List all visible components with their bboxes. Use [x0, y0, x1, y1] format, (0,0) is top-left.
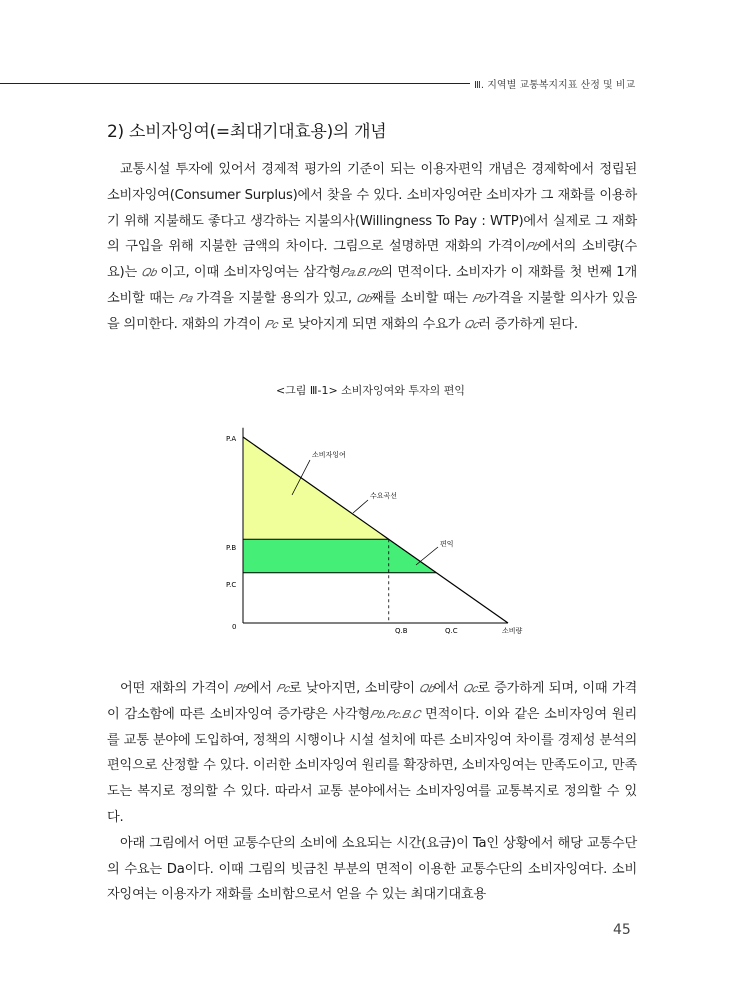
- math-glyph: 𝑃𝑐: [276, 682, 289, 695]
- text-run: 면적이다. 이와 같은 소비자잉여 원리를 교통 분야에 도입하여, 정책의 시행이나 시설 설치에 따른 소비자잉여 차이를 경제성 분석의 편익으로 산정할 수 있다. 이러한 소비자잉여 원리를 확장하면, 소비자잉여는 만족도이고, 만족도는 복지로 정의할 수 있다. 따라서 교통 분야에서는 소비자잉여를 교통복지로 정의할 수 있다.: [107, 706, 638, 825]
- math-glyph: 𝑄𝑐: [464, 317, 479, 331]
- demand-leader-line: [353, 500, 368, 513]
- label-benefit: 편익: [440, 540, 454, 548]
- text-run: 러 증가하게 된다.: [478, 316, 578, 332]
- math-glyph: 𝑄𝑏: [141, 266, 156, 280]
- section-title: 2) 소비자잉여(=최대기대효용)의 개념: [107, 122, 387, 142]
- math-glyph: 𝑃𝑏: [233, 682, 247, 695]
- label-x-axis: 소비량: [502, 627, 523, 635]
- text-run: 교통시설 투자에 있어서 경제적 평가의 기준이 되는 이용자편익 개념은 경제학에서 정립된 소비자잉여(Consumer Surplus)에서 찾을 수 있다. 소비자잉여란 소비자가 그 재화를 이용하기 위해 지불해도 좋다고 생각하는 지불의사(Willingness To Pay : WTP)에서 실제로 그 재화의 구입을 위해 지불한 금액의 차이다. 그림으로 설명하면 재화의 가격이: [107, 162, 637, 255]
- running-header: Ⅲ. 지역별 교통복지지표 산정 및 비교: [474, 80, 636, 91]
- math-glyph: 𝑃𝑏: [472, 291, 486, 305]
- label-origin: 0: [232, 623, 237, 631]
- label-demand-curve: 수요곡선: [370, 492, 398, 500]
- label-pa: P.A: [226, 435, 237, 443]
- text-run: 가격을 지불할 의사가 있음을 의미한다. 재화의 가격이: [107, 290, 637, 332]
- text-run: 아래 그림에서 어떤 교통수단의 소비에 소요되는 시간(요금)이 Ta인 상황에서 해당 교통수단의 수요는 Da이다. 이때 그림의 빗금친 부분의 면적이 이용한 교통수단의 소비자잉여다. 소비자잉여는 이용자가 재화를 소비함으로서 얻을 수 있는 최대기대효용: [107, 835, 637, 903]
- label-pb: P.B: [226, 544, 237, 552]
- math-glyph: 𝑄𝑏: [356, 291, 371, 305]
- label-qc: Q.C: [445, 627, 458, 635]
- math-glyph: 𝑃𝑐: [264, 317, 278, 331]
- math-glyph: 𝑃𝑎.𝐵.𝑃𝑏: [340, 266, 381, 280]
- page-number: 45: [613, 922, 631, 938]
- label-consumer-surplus: 소비자잉여: [312, 451, 346, 459]
- text-run: 로 낮아지면, 소비량이: [288, 681, 415, 696]
- text-run: 에서: [433, 681, 459, 696]
- paragraph-transport-welfare: [107, 676, 637, 908]
- consumer-surplus-figure: [220, 405, 523, 639]
- text-run: 로 증가하게 되며, 이때 가격이 감소함에 따른 소비자잉여 증가량은 사각형: [107, 681, 638, 722]
- text-run: 의 면적이다. 소비자가 이 재화를 첫 번째 1개 소비할 때는: [107, 265, 637, 306]
- text-run: 째를 소비할 때는: [370, 290, 468, 306]
- label-pc: P.C: [226, 581, 237, 589]
- text-run: 로 낮아지게 되면 재화의 수요가: [281, 316, 461, 332]
- benefit-region: [243, 539, 436, 573]
- text-run: 에서: [246, 681, 272, 696]
- text-run: 에서의 소비량(수요)는: [107, 239, 637, 281]
- math-glyph: 𝑃𝑎: [178, 291, 192, 305]
- text-run: 이고, 이때 소비자잉여는 삼각형: [160, 265, 341, 281]
- consumer-surplus-chart: [220, 405, 523, 635]
- figure-caption: <그림 Ⅲ-1> 소비자잉여와 투자의 편익: [275, 384, 466, 397]
- header-rule: [0, 83, 470, 84]
- math-glyph: 𝑃𝑏: [525, 240, 539, 254]
- math-glyph: 𝑄𝑐: [463, 682, 478, 695]
- math-glyph: 𝑃𝑏.𝑃𝑐.𝐵.𝐶: [370, 707, 421, 721]
- math-glyph: 𝑄𝑏: [419, 682, 434, 695]
- text-run: 가격을 지불할 용의가 있고,: [196, 290, 352, 306]
- benefit-leader-line: [416, 547, 438, 565]
- text-run: 어떤 재화의 가격이: [120, 681, 230, 696]
- label-qb: Q.B: [395, 627, 408, 635]
- paragraph-consumer-surplus: [107, 157, 637, 338]
